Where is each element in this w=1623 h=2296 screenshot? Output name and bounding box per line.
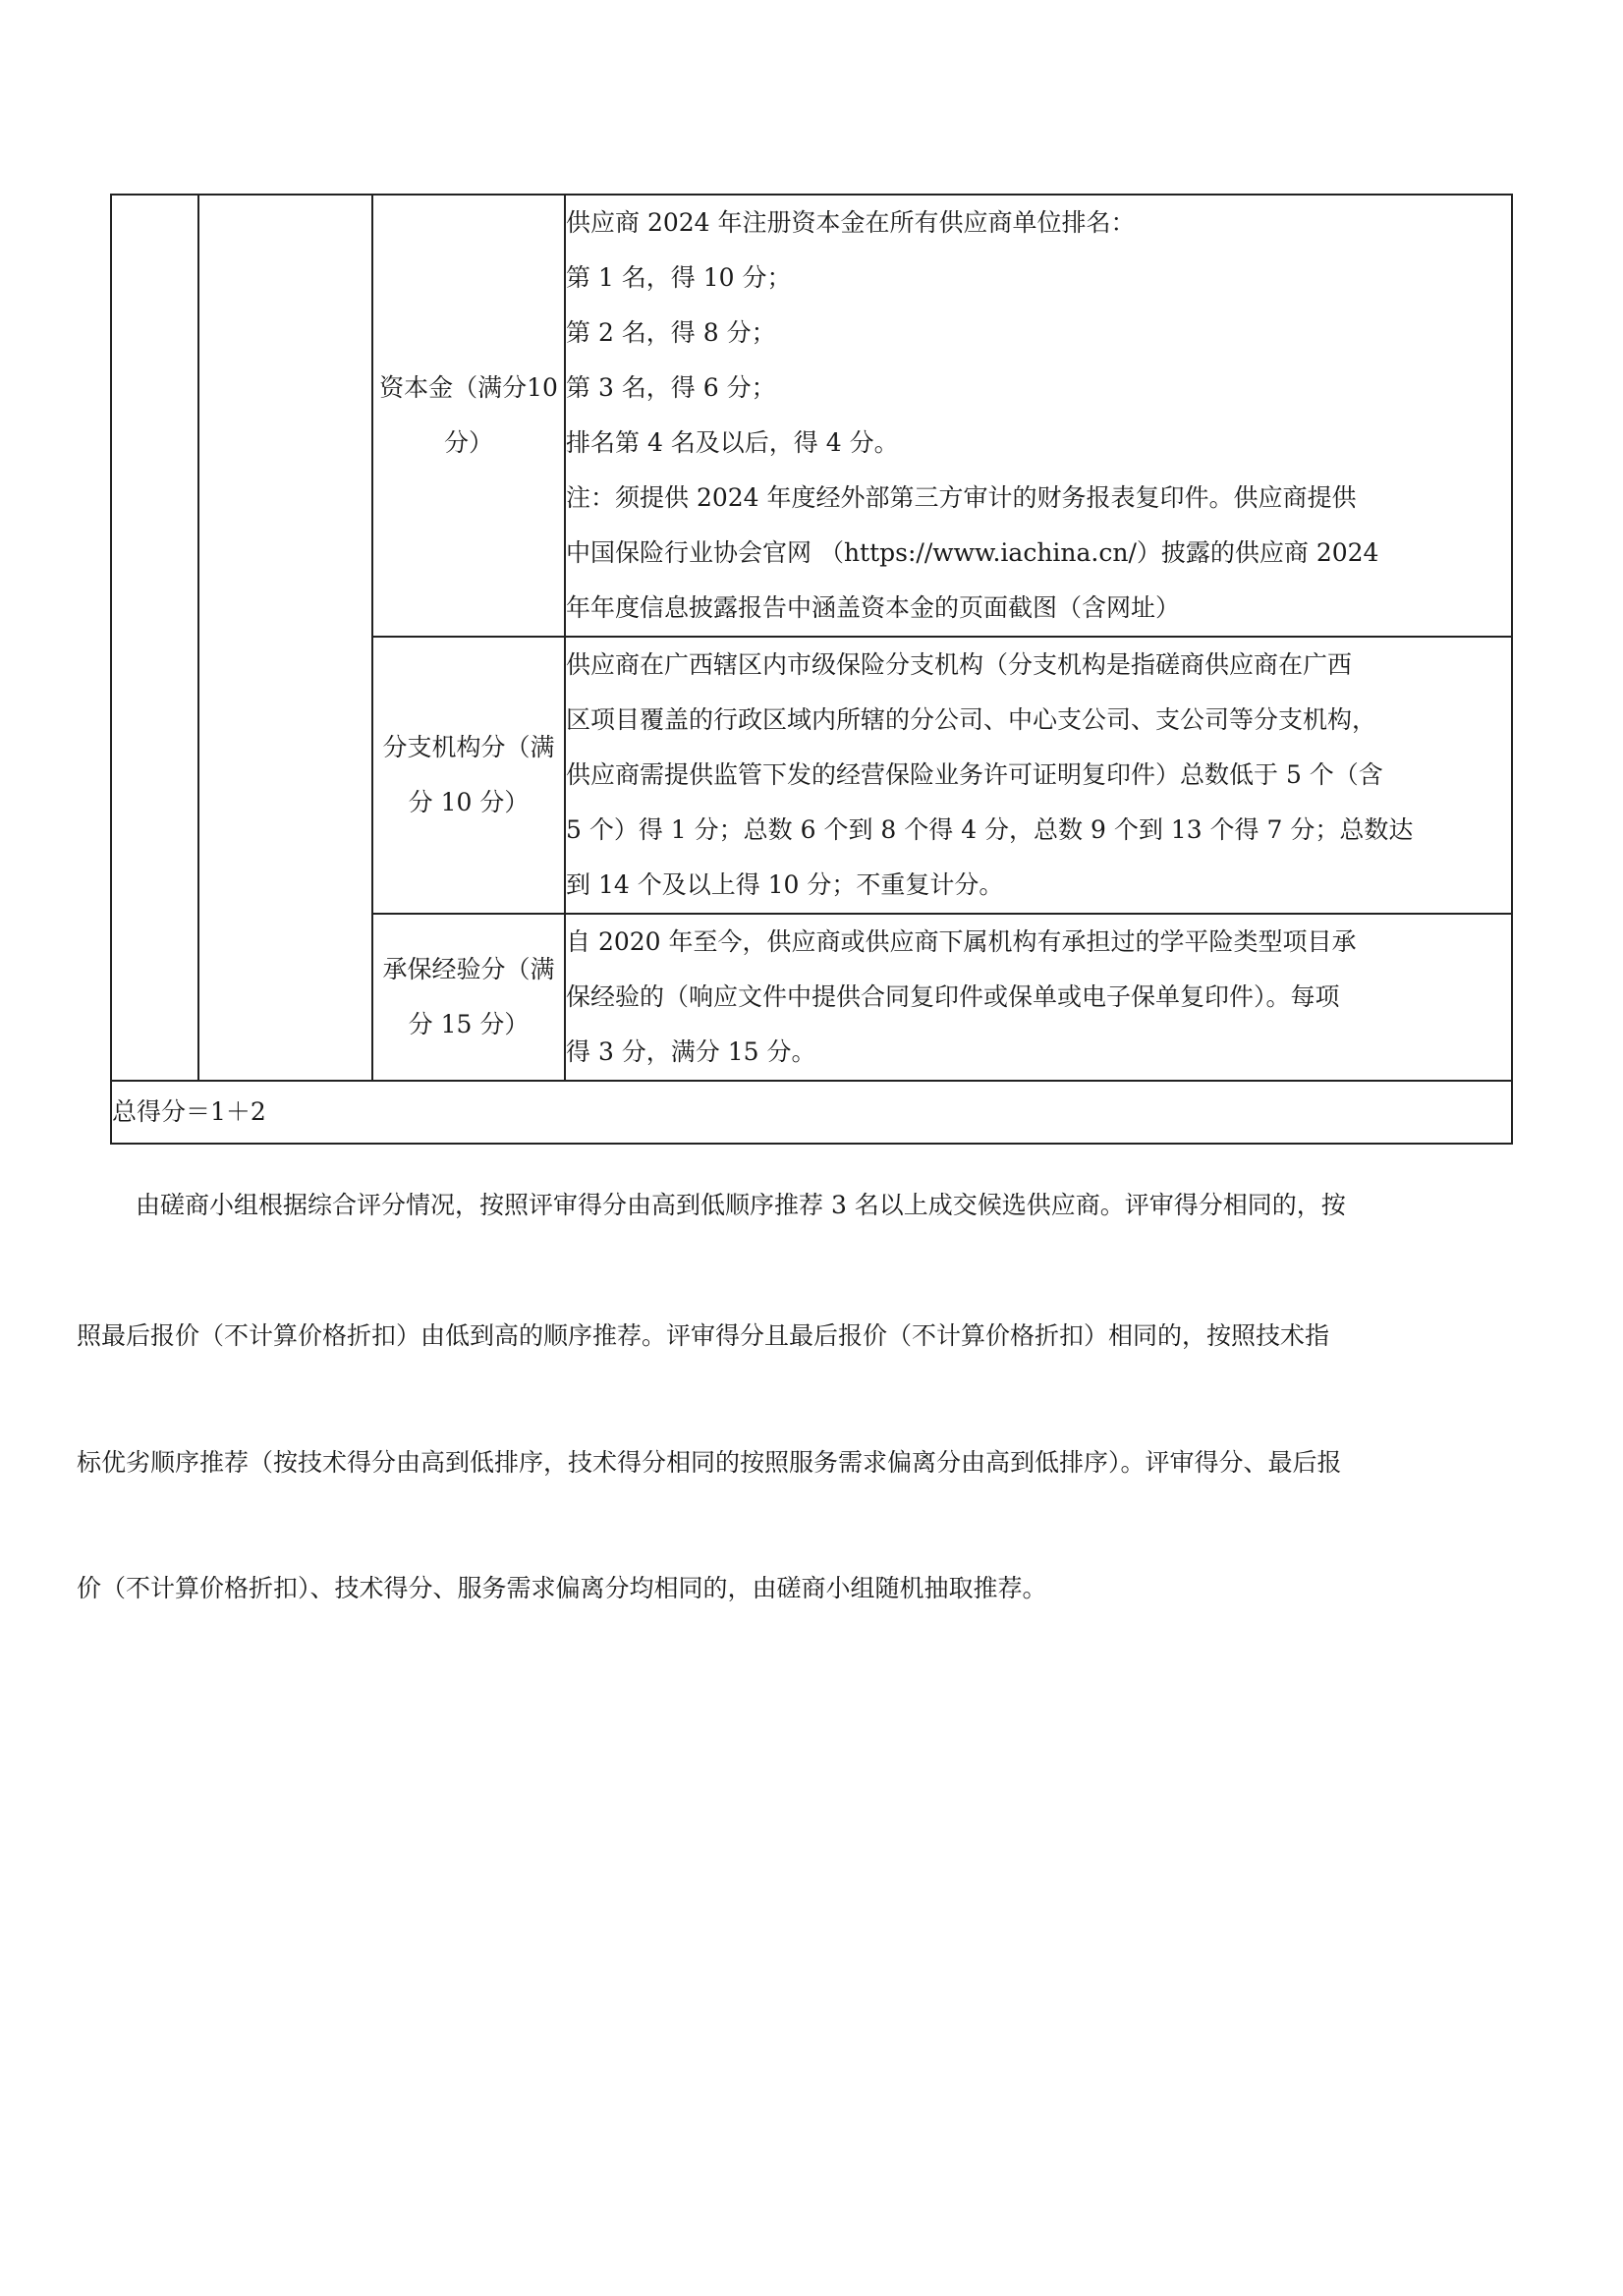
capital-line: 第 2 名，得 8 分； <box>566 318 776 347</box>
table-row-total <box>111 1081 1512 1144</box>
experience-line: 保经验的（响应文件中提供合同复印件或保单或电子保单复印件）。每项 <box>566 982 1340 1011</box>
capital-line: 供应商 2024 年注册资本金在所有供应商单位排名： <box>566 208 1136 237</box>
experience-line: 自 2020 年至今，供应商或供应商下属机构有承担过的学平险类型项目承 <box>566 927 1357 956</box>
criterion-name-capital-text: 资本金（满分10分） <box>379 373 558 457</box>
capital-line: 中国保险行业协会官网 （https://www.iachina.cn/）披露的供应商 2024 <box>566 538 1379 567</box>
paragraph-line: 价（不计算价格折扣）、技术得分、服务需求偏离分均相同的，由磋商小组随机抽取推荐。 <box>77 1574 1047 1602</box>
branch-line: 供应商需提供监管下发的经营保险业务许可证明复印件）总数低于 5 个（含 <box>566 760 1383 789</box>
branch-line: 5 个）得 1 分；总数 6 个到 8 个得 4 分，总数 9 个到 13 个得 7 分；总数达 <box>566 815 1414 844</box>
empty-cell-item <box>198 195 372 1081</box>
capital-line: 第 1 名，得 10 分； <box>566 263 792 292</box>
table-row-capital <box>111 195 1512 637</box>
criterion-detail-capital <box>565 195 1512 637</box>
branch-line: 到 14 个及以上得 10 分；不重复计分。 <box>566 870 1004 899</box>
capital-line: 年年度信息披露报告中涵盖资本金的页面截图（含网址） <box>566 593 1181 622</box>
branch-line: 区项目覆盖的行政区域内所辖的分公司、中心支公司、支公司等分支机构， <box>566 705 1377 734</box>
capital-line: 注：须提供 2024 年度经外部第三方审计的财务报表复印件。供应商提供 <box>566 483 1357 512</box>
branch-line: 供应商在广西辖区内市级保险分支机构（分支机构是指磋商供应商在广西 <box>566 650 1353 679</box>
criterion-name-experience-text: 承保经验分（满分 15 分） <box>382 955 555 1038</box>
experience-line: 得 3 分，满分 15 分。 <box>566 1037 816 1066</box>
paragraph-line: 标优劣顺序推荐（按技术得分由高到低排序，技术得分相同的按照服务需求偏离分由高到低排序）。评审得分、最后报 <box>77 1448 1342 1477</box>
scoring-table <box>110 194 1513 1145</box>
capital-line: 排名第 4 名及以后，得 4 分。 <box>566 428 899 457</box>
criterion-name-branch-text: 分支机构分（满分 10 分） <box>382 733 555 816</box>
criterion-detail-experience <box>565 914 1512 1081</box>
criterion-name-experience <box>372 914 565 1081</box>
paragraph-line: 由磋商小组根据综合评分情况，按照评审得分由高到低顺序推荐 3 名以上成交候选供应商。评审得分相同的，按 <box>136 1191 1346 1219</box>
empty-cell-category <box>111 195 198 1081</box>
criterion-name-capital <box>372 195 565 637</box>
criterion-name-branch <box>372 637 565 914</box>
paragraph-line: 照最后报价（不计算价格折扣）由低到高的顺序推荐。评审得分且最后报价（不计算价格折扣）相同的，按照技术指 <box>77 1321 1330 1350</box>
capital-line: 第 3 名，得 6 分； <box>566 373 776 402</box>
total-score-cell: 总得分＝1＋2 <box>111 1081 1512 1144</box>
criterion-detail-branch <box>565 637 1512 914</box>
